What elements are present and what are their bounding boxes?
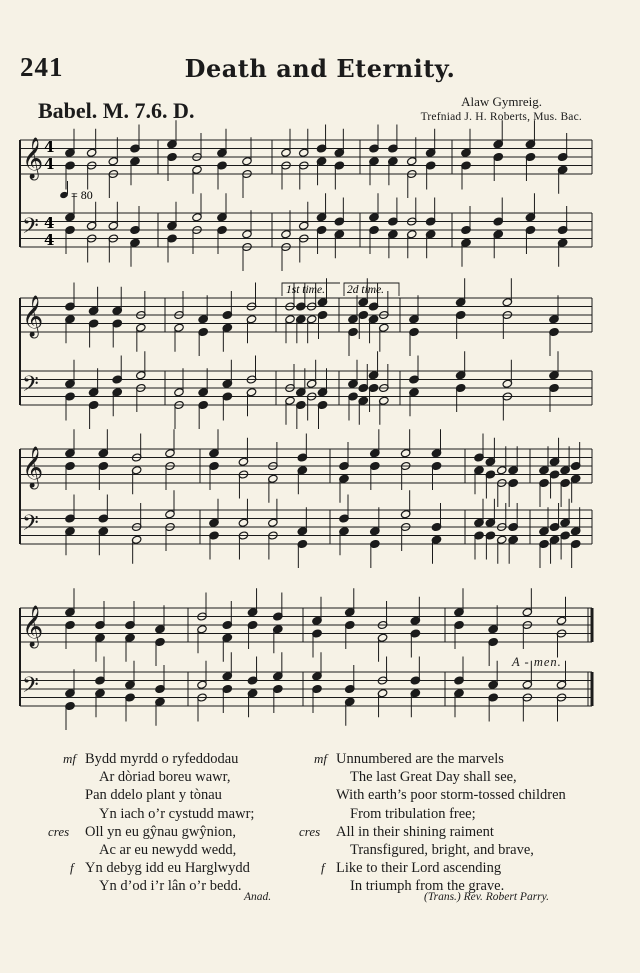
bass-note bbox=[431, 535, 442, 564]
bass-note bbox=[377, 689, 388, 718]
bass-note bbox=[273, 684, 284, 713]
verse-text: Like to their Lord ascending bbox=[336, 860, 502, 877]
treble-note bbox=[125, 633, 136, 662]
treble-note bbox=[525, 120, 536, 149]
treble-note bbox=[334, 161, 345, 190]
treble-note bbox=[485, 470, 496, 499]
bass-note bbox=[125, 661, 136, 690]
bass-note bbox=[198, 400, 209, 429]
bass-note bbox=[345, 665, 356, 694]
dynamic-mark: mf bbox=[63, 751, 76, 766]
treble-note bbox=[454, 620, 465, 649]
time-signature-bass: 4 bbox=[44, 214, 55, 232]
bass-note bbox=[312, 684, 323, 713]
bass-note bbox=[370, 539, 381, 568]
bass-note bbox=[339, 527, 350, 556]
bass-note bbox=[297, 539, 308, 568]
treble-note bbox=[557, 133, 568, 162]
treble-note bbox=[345, 620, 356, 649]
treble-note bbox=[368, 315, 379, 344]
treble-note bbox=[461, 161, 472, 190]
bass-note bbox=[358, 396, 369, 425]
bass-note bbox=[192, 193, 203, 222]
bass-note bbox=[400, 490, 411, 519]
bass-note bbox=[155, 665, 166, 694]
verse-line bbox=[48, 823, 254, 841]
treble-note bbox=[508, 446, 519, 475]
bass-note bbox=[136, 351, 147, 380]
treble-note bbox=[493, 152, 504, 181]
bass-note bbox=[316, 193, 327, 222]
bass-clef: 𝄢 bbox=[22, 673, 39, 703]
verse-line bbox=[321, 859, 566, 877]
treble-note bbox=[570, 474, 581, 503]
bass-note bbox=[86, 202, 97, 231]
treble-note bbox=[431, 429, 442, 458]
bass-clef: 𝄢 bbox=[22, 214, 39, 244]
bass-note bbox=[409, 388, 420, 417]
bass-note bbox=[247, 657, 258, 686]
bass-note bbox=[155, 697, 166, 726]
treble-note bbox=[88, 287, 99, 316]
bass-note bbox=[65, 701, 76, 730]
bass-note bbox=[557, 206, 568, 235]
treble-note bbox=[557, 165, 568, 194]
treble-note bbox=[549, 470, 560, 499]
verse-line bbox=[85, 841, 254, 859]
treble-clef: 𝄞 bbox=[22, 447, 44, 488]
treble-note bbox=[299, 129, 310, 158]
bass-note bbox=[167, 202, 178, 231]
bass-note bbox=[368, 383, 379, 412]
bass-note bbox=[425, 230, 436, 259]
bass-note bbox=[549, 503, 560, 532]
verse-text: Oll yn eu gŷnau gwŷnion, bbox=[85, 823, 237, 840]
treble-note bbox=[88, 319, 99, 348]
treble-note bbox=[98, 429, 109, 458]
verse-text: Transfigured, bright, and brave, bbox=[350, 842, 534, 859]
bass-note bbox=[197, 661, 208, 690]
treble-note bbox=[369, 125, 380, 154]
bass-note bbox=[98, 495, 109, 524]
bass-note bbox=[425, 198, 436, 227]
treble-note bbox=[273, 593, 284, 622]
treble-note bbox=[167, 152, 178, 181]
treble-note bbox=[281, 129, 292, 158]
treble-note bbox=[192, 165, 203, 194]
treble-clef: 𝄞 bbox=[22, 138, 44, 179]
treble-note bbox=[425, 161, 436, 190]
bass-note bbox=[317, 368, 328, 397]
treble-note bbox=[334, 129, 345, 158]
bass-note bbox=[174, 368, 185, 397]
composer-credit: Alaw Gymreig. bbox=[461, 94, 542, 109]
bass-note bbox=[108, 202, 119, 231]
treble-note bbox=[222, 601, 233, 630]
treble-note bbox=[246, 315, 257, 344]
bass-note bbox=[112, 356, 123, 385]
treble-note bbox=[209, 429, 220, 458]
treble-note bbox=[222, 291, 233, 320]
treble-note bbox=[316, 125, 327, 154]
treble-note bbox=[409, 295, 420, 324]
treble-note bbox=[95, 601, 106, 630]
treble-note bbox=[348, 327, 359, 356]
bass-note bbox=[474, 531, 485, 560]
verse-text: In triumph from the grave. bbox=[350, 878, 505, 895]
bass-note bbox=[238, 499, 249, 528]
bass-note bbox=[560, 531, 571, 560]
bass-note bbox=[65, 495, 76, 524]
bass-note bbox=[247, 689, 258, 718]
verse-line bbox=[336, 841, 566, 859]
treble-note bbox=[345, 588, 356, 617]
treble-note bbox=[431, 461, 442, 490]
bass-note bbox=[410, 689, 421, 718]
verse-text: Yn iach o’r cystudd mawr; bbox=[99, 805, 255, 822]
verse-line bbox=[63, 750, 254, 768]
treble-note bbox=[155, 605, 166, 634]
verse-line bbox=[336, 805, 566, 823]
treble-note bbox=[273, 625, 284, 654]
treble-note bbox=[539, 446, 550, 475]
verse-text: Bydd myrdd o ryfeddodau bbox=[85, 751, 239, 767]
bass-note bbox=[549, 383, 560, 412]
bass-note bbox=[334, 230, 345, 259]
bass-note bbox=[306, 360, 317, 389]
svg-text:= 80: = 80 bbox=[71, 188, 93, 202]
treble-note bbox=[297, 434, 308, 463]
treble-note bbox=[247, 588, 258, 617]
bass-note bbox=[131, 535, 142, 564]
treble-note bbox=[497, 446, 508, 475]
bass-note bbox=[493, 198, 504, 227]
bass-note bbox=[508, 503, 519, 532]
treble-note bbox=[65, 429, 76, 458]
treble-note bbox=[316, 157, 327, 186]
treble-note bbox=[388, 157, 399, 186]
treble-note bbox=[400, 429, 411, 458]
bass-note bbox=[368, 351, 379, 380]
treble-note bbox=[348, 295, 359, 324]
bass-note bbox=[209, 499, 220, 528]
bass-note bbox=[407, 230, 418, 259]
verse-text: The last Great Day shall see, bbox=[350, 769, 517, 786]
treble-note bbox=[370, 429, 381, 458]
treble-note bbox=[317, 310, 328, 339]
verse-line bbox=[299, 823, 566, 841]
verse-line bbox=[336, 786, 566, 804]
bass-note bbox=[348, 392, 359, 421]
verse-text: Yn debyg idd eu Harglwydd bbox=[85, 860, 250, 877]
bass-note bbox=[222, 392, 233, 421]
verse-line bbox=[336, 768, 566, 786]
treble-note bbox=[502, 278, 513, 307]
verse-text: Yn d’od i’r lân o’r bedd. bbox=[99, 878, 242, 895]
bass-note bbox=[65, 669, 76, 698]
treble-note bbox=[136, 323, 147, 352]
bass-note bbox=[431, 503, 442, 532]
verse-line bbox=[70, 859, 254, 877]
dynamic-mark: f bbox=[321, 860, 325, 876]
treble-note bbox=[409, 327, 420, 356]
bass-note bbox=[242, 210, 253, 239]
bass-note bbox=[557, 238, 568, 267]
bass-note bbox=[379, 396, 390, 425]
treble-note bbox=[455, 278, 466, 307]
treble-note bbox=[410, 629, 421, 658]
bass-note bbox=[273, 652, 284, 681]
treble-note bbox=[474, 466, 485, 495]
bass-note bbox=[281, 210, 292, 239]
translator: (Trans.) Rev. Robert Parry. bbox=[424, 891, 549, 903]
second-ending-label: 2d time. bbox=[347, 284, 385, 296]
treble-note bbox=[296, 315, 307, 344]
treble-note bbox=[474, 434, 485, 463]
treble-note bbox=[167, 120, 178, 149]
bass-note bbox=[358, 364, 369, 393]
notes bbox=[65, 120, 581, 730]
bass-note bbox=[410, 657, 421, 686]
bass-note bbox=[461, 238, 472, 267]
bass-note bbox=[246, 388, 257, 417]
bass-note bbox=[485, 499, 496, 528]
treble-note bbox=[570, 442, 581, 471]
treble-note bbox=[238, 438, 249, 467]
bass-clef: 𝄢 bbox=[22, 372, 39, 402]
treble-note bbox=[112, 319, 123, 348]
dynamic-mark: f bbox=[70, 860, 74, 876]
page-title: Death and Eternity. bbox=[184, 54, 456, 83]
verse-text: Unnumbered are the marvels bbox=[336, 751, 504, 767]
treble-note bbox=[217, 161, 228, 190]
verse-text: Pan ddelo plant y tònau bbox=[85, 787, 222, 804]
treble-note bbox=[549, 295, 560, 324]
bass-note bbox=[345, 697, 356, 726]
tune-name: Babel. M. 7.6. D. bbox=[38, 98, 195, 123]
dynamic-mark: cres bbox=[299, 823, 321, 839]
bass-note bbox=[549, 535, 560, 564]
treble-note bbox=[369, 157, 380, 186]
bass-note bbox=[474, 499, 485, 528]
bass-note bbox=[217, 193, 228, 222]
bass-note bbox=[370, 507, 381, 536]
bass-note bbox=[296, 368, 307, 397]
treble-note bbox=[525, 152, 536, 181]
treble-note bbox=[461, 129, 472, 158]
bass-note bbox=[316, 225, 327, 254]
bass-clef: 𝄢 bbox=[22, 511, 39, 541]
bass-note bbox=[222, 360, 233, 389]
treble-note bbox=[65, 161, 76, 190]
bass-note bbox=[88, 400, 99, 429]
treble-note bbox=[197, 625, 208, 654]
bass-note bbox=[539, 539, 550, 568]
bass-note bbox=[95, 689, 106, 718]
treble-note bbox=[65, 315, 76, 344]
treble-note bbox=[125, 601, 136, 630]
bass-note bbox=[65, 392, 76, 421]
verse-text: From tribulation free; bbox=[350, 805, 476, 822]
treble-note bbox=[425, 129, 436, 158]
bass-note bbox=[570, 507, 581, 536]
author-welsh: Anad. bbox=[244, 891, 272, 903]
treble-note bbox=[198, 295, 209, 324]
treble-note bbox=[268, 474, 279, 503]
bass-note bbox=[65, 225, 76, 254]
bass-note bbox=[409, 356, 420, 385]
bass-note bbox=[125, 693, 136, 722]
treble-note bbox=[312, 597, 323, 626]
verse-text: All in their shining raiment bbox=[336, 823, 494, 840]
treble-note bbox=[485, 438, 496, 467]
bass-note bbox=[348, 360, 359, 389]
bass-note bbox=[488, 693, 499, 722]
treble-note bbox=[198, 327, 209, 356]
treble-note bbox=[130, 157, 141, 186]
treble-note bbox=[65, 283, 76, 312]
bass-note bbox=[222, 684, 233, 713]
treble-note bbox=[217, 129, 228, 158]
treble-note bbox=[410, 597, 421, 626]
bass-note bbox=[369, 193, 380, 222]
treble-note bbox=[560, 446, 571, 475]
treble-note bbox=[98, 461, 109, 490]
treble-note bbox=[539, 478, 550, 507]
treble-note bbox=[454, 588, 465, 617]
treble-note bbox=[522, 588, 533, 617]
bass-note bbox=[285, 396, 296, 425]
treble-note bbox=[306, 315, 317, 344]
time-signature-treble: 4 bbox=[44, 138, 55, 156]
bass-note bbox=[209, 531, 220, 560]
bass-note bbox=[217, 225, 228, 254]
verse-line bbox=[85, 805, 254, 823]
treble-note bbox=[108, 137, 119, 166]
bass-note bbox=[508, 535, 519, 564]
treble-note bbox=[112, 287, 123, 316]
treble-note bbox=[65, 588, 76, 617]
treble-note bbox=[155, 637, 166, 666]
bass-note bbox=[268, 499, 279, 528]
bass-note bbox=[570, 539, 581, 568]
bass-note bbox=[130, 206, 141, 235]
treble-note bbox=[407, 137, 418, 166]
bass-note bbox=[485, 531, 496, 560]
verse-text: Ac ar eu newydd wedd, bbox=[99, 842, 237, 859]
treble-note bbox=[242, 137, 253, 166]
treble-note bbox=[165, 429, 176, 458]
treble-note bbox=[285, 315, 296, 344]
time-signature-treble: 4 bbox=[44, 155, 55, 173]
bass-note bbox=[461, 206, 472, 235]
bass-note bbox=[388, 198, 399, 227]
treble-note bbox=[556, 597, 567, 626]
bass-note bbox=[296, 400, 307, 429]
bass-note bbox=[167, 234, 178, 263]
bass-note bbox=[198, 368, 209, 397]
treble-note bbox=[65, 461, 76, 490]
treble-note bbox=[508, 478, 519, 507]
bass-note bbox=[299, 202, 310, 231]
bass-note bbox=[65, 360, 76, 389]
treble-note bbox=[455, 310, 466, 339]
bass-note bbox=[455, 351, 466, 380]
treble-note bbox=[247, 620, 258, 649]
treble-note bbox=[549, 438, 560, 467]
bass-note bbox=[493, 230, 504, 259]
treble-note bbox=[130, 125, 141, 154]
bass-note bbox=[65, 527, 76, 556]
bass-note bbox=[454, 689, 465, 718]
treble-note bbox=[339, 442, 350, 471]
arranger-credit: Trefniad J. H. Roberts, Mus. Bac. bbox=[420, 111, 582, 123]
hymn-number: 241 bbox=[20, 52, 64, 82]
time-signature-bass: 4 bbox=[44, 231, 55, 249]
treble-note bbox=[65, 620, 76, 649]
bass-note bbox=[334, 198, 345, 227]
bass-note bbox=[317, 400, 328, 429]
dynamic-mark: mf bbox=[314, 751, 327, 766]
bass-note bbox=[98, 527, 109, 556]
dynamic-mark: cres bbox=[48, 823, 70, 839]
treble-note bbox=[174, 323, 185, 352]
treble-note bbox=[379, 323, 390, 352]
bass-note bbox=[525, 225, 536, 254]
treble-note bbox=[297, 466, 308, 495]
verse-text: Ar dòriad boreu wawr, bbox=[99, 769, 231, 786]
treble-note bbox=[86, 129, 97, 158]
bass-note bbox=[297, 507, 308, 536]
verse-welsh bbox=[48, 750, 255, 896]
bass-note bbox=[130, 238, 141, 267]
verse-line bbox=[85, 786, 254, 804]
treble-note bbox=[209, 461, 220, 490]
treble-note bbox=[388, 125, 399, 154]
bass-note bbox=[388, 230, 399, 259]
verse-line bbox=[85, 768, 254, 786]
treble-note bbox=[493, 120, 504, 149]
bass-note bbox=[454, 657, 465, 686]
treble-note bbox=[370, 461, 381, 490]
treble-note bbox=[65, 129, 76, 158]
bass-note bbox=[497, 535, 508, 564]
bass-note bbox=[502, 360, 513, 389]
verse-line bbox=[85, 877, 254, 895]
amen-label: A - men. bbox=[512, 655, 562, 669]
first-ending-label: 1st time. bbox=[286, 284, 325, 296]
bass-note bbox=[165, 490, 176, 519]
treble-clef: 𝄞 bbox=[22, 606, 44, 647]
bass-note bbox=[112, 388, 123, 417]
bass-note bbox=[88, 368, 99, 397]
bass-note bbox=[455, 383, 466, 412]
treble-note bbox=[222, 323, 233, 352]
verse-text: With earth’s poor storm-tossed children bbox=[336, 787, 566, 804]
bass-note bbox=[525, 193, 536, 222]
bass-note bbox=[539, 507, 550, 536]
verse-line bbox=[314, 750, 566, 768]
verse-english bbox=[299, 750, 566, 896]
treble-note bbox=[358, 310, 369, 339]
treble-clef: 𝄞 bbox=[22, 296, 44, 337]
bass-note bbox=[369, 225, 380, 254]
treble-note bbox=[131, 466, 142, 495]
treble-note bbox=[488, 605, 499, 634]
